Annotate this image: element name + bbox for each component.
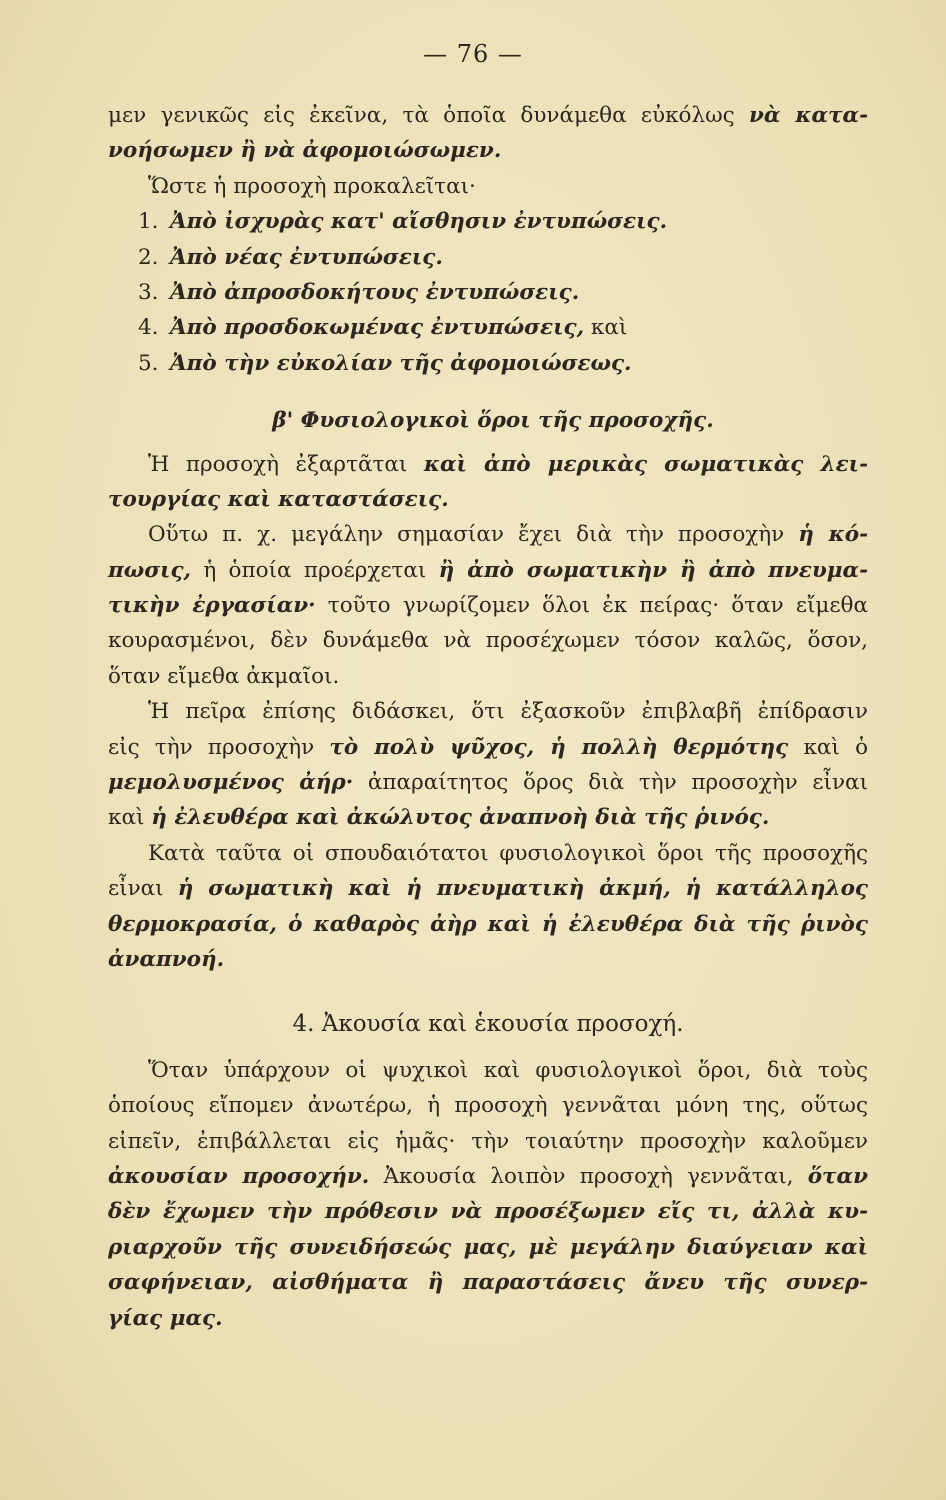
list-item bbox=[108, 204, 868, 239]
list-item bbox=[108, 240, 868, 275]
text-line: εἰπεῖν, ἐπιβάλλεται εἰς ἡμᾶς· τὴν τοιαύτην προσοχὴν καλοῦμεν bbox=[108, 1128, 868, 1154]
text-line bbox=[108, 765, 868, 800]
emphasis-span: τὸ πολὺ ψῦχος, ἡ πολλὴ θερμότης bbox=[329, 734, 789, 760]
list-number: 2. bbox=[138, 244, 159, 270]
list-text: Ἀπὸ προσδοκωμένας ἐντυπώσεις, bbox=[170, 315, 585, 341]
text-line bbox=[108, 588, 868, 623]
emphasis-span: πωσις, bbox=[108, 557, 192, 583]
text-line bbox=[108, 800, 868, 835]
list-item bbox=[108, 310, 868, 345]
emphasis-span: νὰ κατα- bbox=[749, 103, 869, 128]
text-span: καὶ bbox=[108, 805, 152, 831]
emphasis-span: ἡ σωματικὴ καὶ ἡ πνευματικὴ ἀκμή, ἡ κατάλληλος bbox=[177, 876, 868, 902]
emphasis-span: τικὴν ἐργασίαν· bbox=[108, 593, 316, 619]
list-number: 3. bbox=[138, 279, 159, 305]
text-line: ὁποίους εἴπομεν ἀνωτέρω, ἡ προσοχὴ γεννᾶται μόνη της, οὕτως bbox=[108, 1093, 868, 1119]
text-span: ἡ ὁποία προέρχεται bbox=[191, 557, 439, 583]
text-line bbox=[108, 871, 868, 906]
text-line bbox=[108, 98, 868, 133]
section-heading: 4. Ἀκουσία καὶ ἑκουσία προσοχή. bbox=[292, 1011, 684, 1038]
text-line bbox=[108, 730, 868, 765]
text-span: εἶναι bbox=[108, 876, 178, 902]
text-span: τοῦτο γνωρίζομεν ὅλοι ἐκ πείρας· ὅταν εἴμεθα bbox=[315, 593, 868, 619]
text-line: Ὅταν ὑπάρχουν οἱ ψυχικοὶ καὶ φυσιολογικοὶ ὅροι, διὰ τοὺς bbox=[148, 1057, 868, 1083]
text-line: Κατὰ ταῦτα οἱ σπουδαιότατοι φυσιολογικοὶ ὅροι τῆς προσοχῆς bbox=[148, 840, 868, 866]
section-heading: β' Φυσιολογικοὶ ὅροι τῆς προσοχῆς. bbox=[272, 408, 714, 434]
text-line: ἀναπνοή. bbox=[108, 946, 225, 972]
list-number: 1. bbox=[138, 209, 159, 235]
text-span: Ἀκουσία λοιπὸν προσοχὴ γεννᾶται, bbox=[369, 1163, 808, 1189]
list-tail: καὶ bbox=[584, 315, 628, 341]
text-span: ἀπαραίτητος ὅρος διὰ τὴν προσοχὴν εἶναι bbox=[353, 770, 868, 796]
list-item bbox=[108, 275, 868, 310]
text-line: γίας μας. bbox=[108, 1305, 223, 1331]
text-line: σαφήνειαν, αἰσθήματα ἢ παραστάσεις ἄνευ τῆς συνερ- bbox=[108, 1270, 868, 1296]
text-line bbox=[108, 1159, 868, 1194]
text-line bbox=[108, 517, 868, 552]
text-line: θερμοκρασία, ὁ καθαρὸς ἀὴρ καὶ ἡ ἐλευθέρα διὰ τῆς ῥινὸς bbox=[108, 911, 868, 937]
list-text: Ἀπὸ νέας ἐντυπώσεις. bbox=[170, 244, 443, 270]
text-span: εἰς τὴν προσοχὴν bbox=[108, 734, 330, 760]
text-line: κουρασμένοι, δὲν δυνάμεθα νὰ προσέχωμεν τόσον καλῶς, ὅσον, bbox=[108, 628, 868, 654]
text-line: νοήσωμεν ἢ νὰ ἀφομοιώσωμεν. bbox=[108, 138, 502, 164]
page-body bbox=[108, 98, 868, 1336]
text-line bbox=[108, 553, 868, 588]
list-text: Ἀπὸ ἰσχυρὰς κατ' αἴσθησιν ἐντυπώσεις. bbox=[170, 209, 668, 235]
list-number: 5. bbox=[138, 350, 159, 376]
emphasis-span: ἡ κό- bbox=[798, 522, 868, 548]
list-text: Ἀπὸ ἀπροσδοκήτους ἐντυπώσεις. bbox=[170, 279, 580, 305]
text-span: καὶ ὁ bbox=[788, 734, 869, 760]
text-line: ὅταν εἴμεθα ἀκμαῖοι. bbox=[108, 663, 340, 689]
emphasis-span: ἡ ἐλευθέρα καὶ ἀκώλυτος ἀναπνοὴ διὰ τῆς ῥινός. bbox=[151, 805, 770, 831]
emphasis-span: καὶ ἀπὸ μερικὰς σωματικὰς λει- bbox=[423, 451, 868, 477]
text-span: μεν γενικῶς εἰς ἐκεῖνα, τὰ ὁποῖα δυνάμεθα εὐκόλως bbox=[108, 103, 749, 128]
text-span: Ἡ προσοχὴ ἐξαρτᾶται bbox=[148, 451, 424, 477]
text-line bbox=[108, 447, 868, 482]
emphasis-span: ἀκουσίαν προσοχήν. bbox=[108, 1163, 370, 1189]
list-item bbox=[108, 346, 868, 381]
text-line: ριαρχοῦν τῆς συνειδήσεώς μας, μὲ μεγάλην διαύγειαν καὶ bbox=[108, 1234, 868, 1260]
emphasis-span: ὅταν bbox=[807, 1163, 868, 1189]
page-number: — 76 — bbox=[423, 40, 523, 68]
list-number: 4. bbox=[138, 315, 159, 341]
text-line: Ἡ πεῖρα ἐπίσης διδάσκει, ὅτι ἐξασκοῦν ἐπιβλαβῆ ἐπίδρασιν bbox=[148, 699, 868, 725]
text-span: Οὕτω π. χ. μεγάλην σημασίαν ἔχει διὰ τὴν προσοχὴν bbox=[148, 522, 799, 548]
text-line: Ὥστε ἡ προσοχὴ προκαλεῖται· bbox=[148, 173, 476, 199]
text-line: δὲν ἔχωμεν τὴν πρόθεσιν νὰ προσέξωμεν εἴς τι, ἀλλὰ κυ- bbox=[108, 1199, 868, 1225]
emphasis-span: μεμολυσμένος ἀήρ· bbox=[108, 770, 354, 796]
list-text: Ἀπὸ τὴν εὐκολίαν τῆς ἀφομοιώσεως. bbox=[170, 350, 632, 376]
text-line: τουργίας καὶ καταστάσεις. bbox=[108, 486, 449, 512]
emphasis-span: ἢ ἀπὸ σωματικὴν ἢ ἀπὸ πνευμα- bbox=[438, 557, 869, 583]
